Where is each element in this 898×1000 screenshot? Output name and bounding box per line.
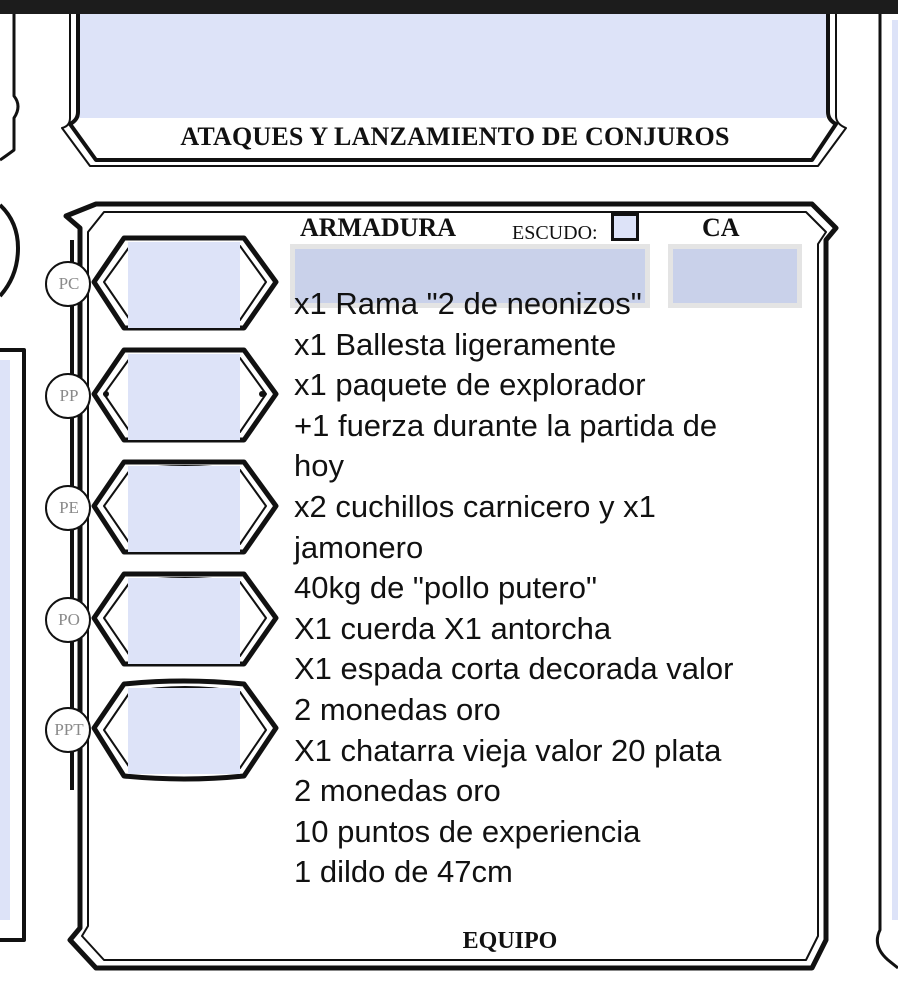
equipment-item: +1 fuerza durante la partida de [294,407,718,443]
equipment-item: 10 puntos de experiencia [294,813,641,849]
coin-label-pe: PE [59,498,79,517]
attacks-section-title: ATAQUES Y LANZAMIENTO DE CONJUROS [180,122,730,151]
equipment-item: hoy [294,448,344,484]
equipment-item: x1 paquete de explorador [294,367,646,403]
equipment-item: jamonero [294,529,424,565]
equipment-item: 40kg de "pollo putero" [294,570,597,606]
equipment-section-title: EQUIPO [462,928,558,954]
equipment-item: x1 Ballesta ligeramente [294,326,617,362]
coin-label-ppt: PPT [54,720,84,739]
shield-label: ESCUDO: [512,222,598,244]
equipment-list [294,284,733,893]
equipment-item: X1 espada corta decorada valor [294,651,734,687]
armor-label: ARMADURA [300,213,456,242]
equipment-item: X1 chatarra vieja valor 20 plata [294,732,722,768]
equipment-item: X1 cuerda X1 antorcha [294,610,612,646]
shield-checkbox[interactable] [611,213,639,241]
coin-label-pp: PP [59,386,79,405]
equipment-text-area[interactable] [294,286,814,916]
equipment-item: 1 dildo de 47cm [294,854,513,890]
coin-label-po: PO [58,610,80,629]
coin-field-ppt[interactable] [128,688,240,774]
equipment-item: x2 cuchillos carnicero y x1 [294,488,656,524]
equipment-item: 2 monedas oro [294,691,501,727]
coin-field-pp[interactable] [128,354,240,440]
coin-field-pe[interactable] [128,466,240,552]
equipment-item: 2 monedas oro [294,773,501,809]
coin-field-po[interactable] [128,578,240,664]
coin-field-pc[interactable] [128,242,240,328]
coin-label-pc: PC [58,274,80,293]
equipment-item: x1 Rama "2 de neonizos" [294,286,642,321]
armor-class-label: CA [702,213,740,242]
